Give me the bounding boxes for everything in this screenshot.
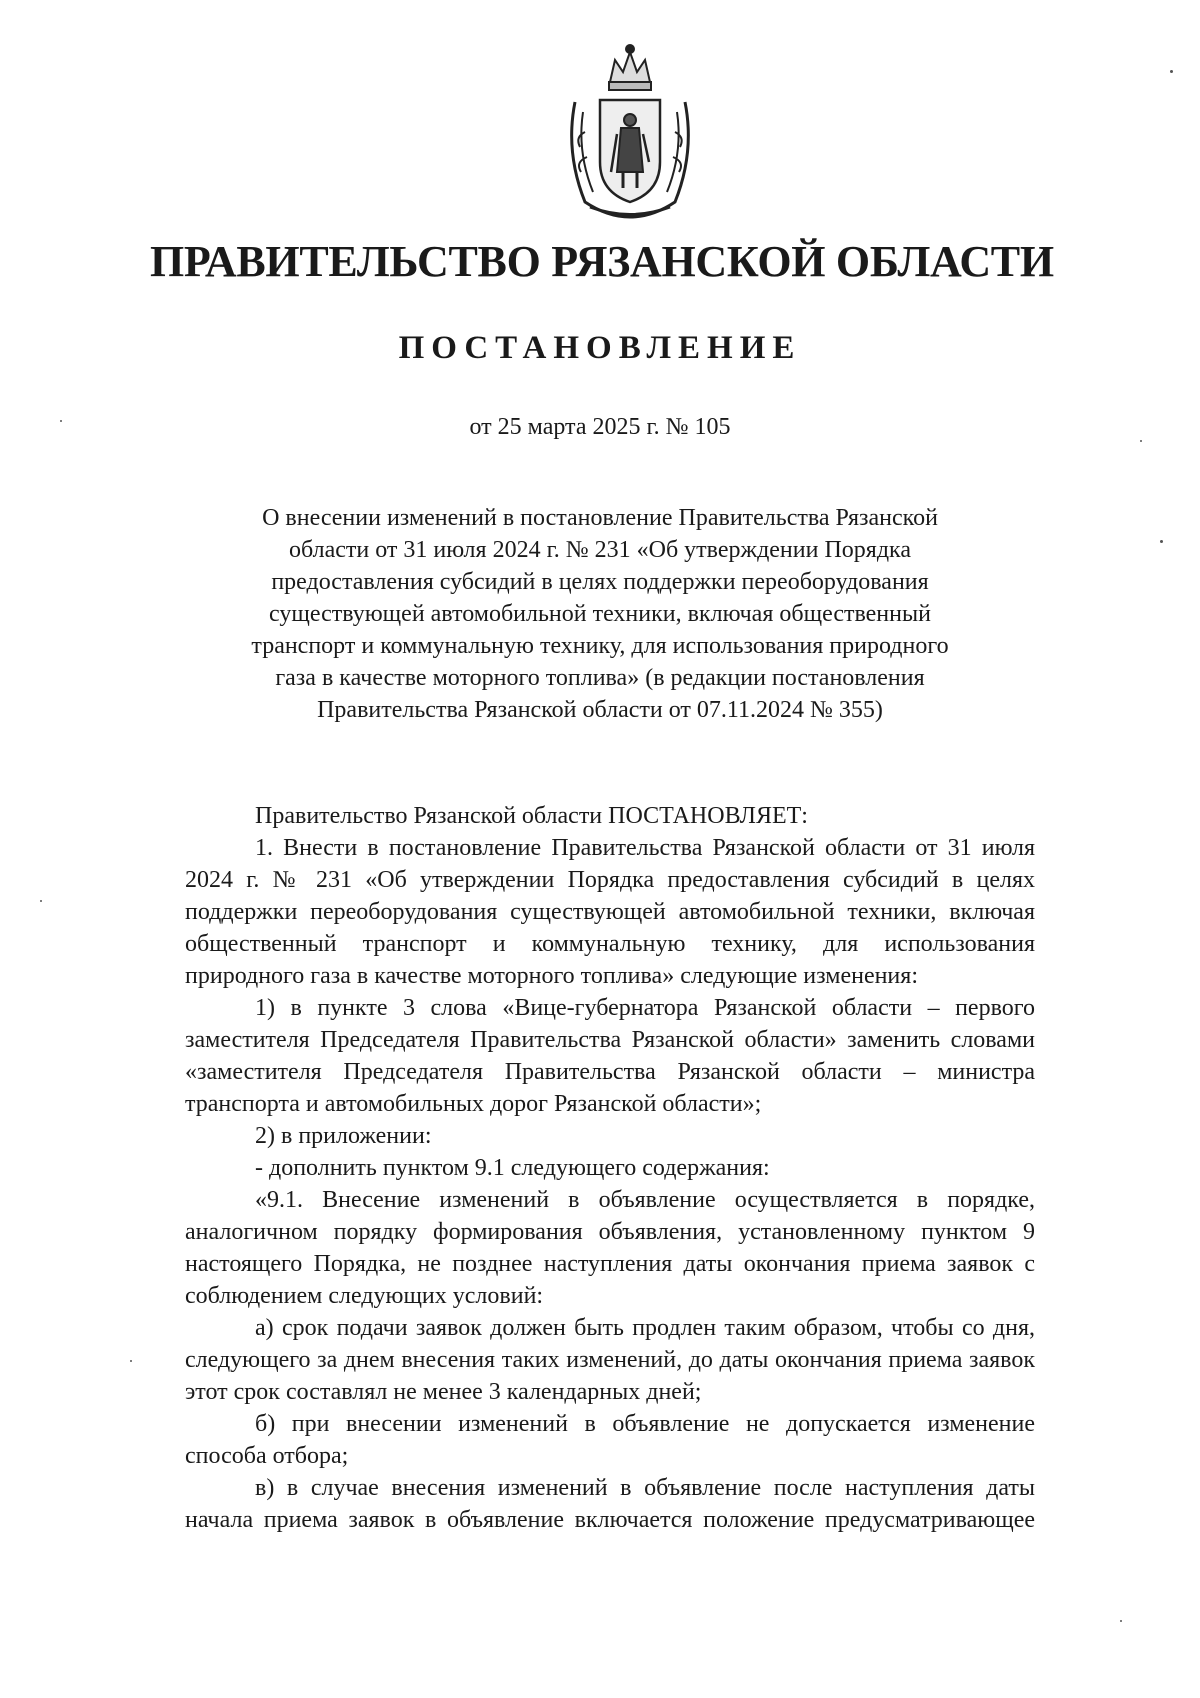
scan-speck — [130, 1360, 132, 1362]
scan-speck — [1160, 540, 1163, 543]
subject-line: области от 31 июля 2024 г. № 231 «Об утверждении Порядка — [288, 537, 911, 563]
scan-speck — [1120, 1620, 1122, 1622]
document-type-heading: ПОСТАНОВЛЕНИЕ — [398, 330, 802, 366]
scan-speck — [1140, 440, 1142, 442]
subject-line: О внесении изменений в постановление Правительства Рязанской — [262, 505, 938, 531]
subject-line: Правительства Рязанской области от 07.11.2024 № 355) — [317, 697, 883, 723]
scan-speck — [1170, 70, 1173, 73]
body-paragraph: «9.1. Внесение изменений в объявление осуществляется в порядке, аналогичном порядку формирования объявления, установленному пунктом 9 настоящего Порядка, не позднее наступления даты окончания приема заявок с соблюдением следующих условий: — [185, 1187, 1035, 1309]
body-paragraph: а) срок подачи заявок должен быть продлен таким образом, чтобы со дня, следующего за днем внесения таких изменений, до даты окончания приема заявок этот срок составлял не менее 3 календарных дней; — [185, 1315, 1035, 1405]
body-paragraph: б) при внесении изменений в объявление не допускается изменение способа отбора; — [185, 1411, 1035, 1469]
subject-line: предоставления субсидий в целях поддержки переоборудования — [271, 569, 929, 595]
scan-speck — [40, 900, 42, 902]
government-title: ПРАВИТЕЛЬСТВО РЯЗАНСКОЙ ОБЛАСТИ — [150, 237, 1054, 286]
subject-line: газа в качестве моторного топлива» (в редакции постановления — [275, 665, 925, 691]
scan-speck — [60, 420, 62, 422]
ryazan-coat-of-arms-emblem — [555, 42, 705, 232]
body-paragraph: 2) в приложении: — [255, 1123, 432, 1149]
document-date-number: от 25 марта 2025 г. № 105 — [469, 414, 731, 440]
body-paragraph: 1) в пункте 3 слова «Вице-губернатора Рязанской области – первого заместителя Председателя Правительства Рязанской области» заменить словами «заместителя Председателя Правительства Рязанской области – министра транспорта и автомобильных дорог Рязанской области»; — [185, 995, 1035, 1117]
document-subject — [225, 502, 975, 726]
body-paragraph: 1. Внести в постановление Правительства Рязанской области от 31 июля 2024 г. № 231 «Об утверждении Порядка предоставления субсидий в целях поддержки переоборудования существующей автомобильной техники, включая общественный транспорт и коммунальную технику, для использования природного газа в качестве моторного топлива» следующие изменения: — [185, 835, 1035, 989]
subject-line: существующей автомобильной техники, включая общественный — [269, 601, 931, 627]
body-paragraph: в) в случае внесения изменений в объявление после наступления даты начала приема заявок в объявление включается положение предусматривающее — [185, 1475, 1035, 1533]
document-body — [185, 800, 1035, 1536]
body-paragraph: Правительство Рязанской области ПОСТАНОВЛЯЕТ: — [255, 803, 808, 829]
subject-line: транспорт и коммунальную технику, для использования природного — [251, 633, 949, 659]
body-paragraph: - дополнить пунктом 9.1 следующего содержания: — [255, 1155, 770, 1181]
